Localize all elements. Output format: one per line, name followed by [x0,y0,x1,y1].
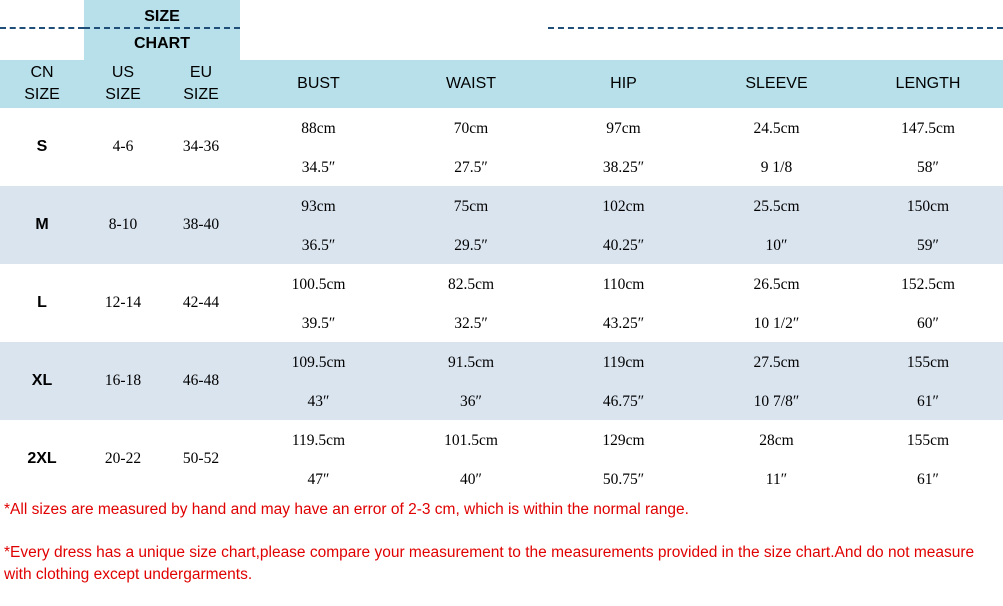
length-cell [853,264,1003,342]
hip-inch: 46.75″ [602,393,645,410]
header-us-size [84,60,162,108]
us-size-cell: 20-22 [104,450,142,467]
cn-size-cell: XL [31,372,53,389]
header-us-size-label: SIZE [105,86,141,103]
header-bust: BUST [297,75,340,92]
header-eu-label: EU [189,64,213,81]
cn-size-cell: S [36,138,48,155]
bust-cm: 119.5cm [291,432,346,449]
table-header-row [0,60,1003,108]
sleeve-cell [700,186,853,264]
length-inch: 61″ [917,393,939,410]
cn-size-cell: 2XL [27,450,57,467]
header-sleeve: SLEEVE [745,75,808,92]
us-size-cell: 4-6 [112,138,134,155]
hip-cm: 129cm [602,432,645,449]
us-size-cell: 16-18 [104,372,142,389]
table-row [0,186,1003,264]
header-cn-size-label: SIZE [24,86,60,103]
sleeve-cell [700,342,853,420]
header-cn-label: CN [30,64,54,81]
bust-cell [242,186,395,264]
length-cm: 152.5cm [901,276,955,293]
bust-inch: 36.5″ [301,237,336,254]
sleeve-cm: 26.5cm [753,276,800,293]
cn-size-cell: M [35,216,49,233]
table-row [0,264,1003,342]
sleeve-cm: 25.5cm [753,198,800,215]
cn-size-cell: L [37,294,47,311]
eu-size-cell: 38-40 [182,216,220,233]
title-divider-right [548,27,1003,29]
bust-cm: 88cm [301,120,336,137]
waist-cm: 70cm [453,120,489,137]
hip-inch: 38.25″ [602,159,645,176]
length-inch: 58″ [917,159,939,176]
compare-measurement-note: *Every dress has a unique size chart,please compare your measurement to the measurements provided in the size chart.And do not measure with clothing except undergarments. [4,544,975,583]
waist-inch: 40″ [460,471,482,488]
hip-cell [547,108,700,186]
sleeve-cm: 28cm [759,432,794,449]
bust-cm: 100.5cm [291,276,346,293]
header-eu-size-label: SIZE [183,86,219,103]
header-cn-size [0,60,84,108]
hip-inch: 40.25″ [602,237,645,254]
eu-size-cell: 50-52 [182,450,220,467]
header-length: LENGTH [895,75,961,92]
waist-inch: 29.5″ [454,237,488,254]
table-row [0,342,1003,420]
waist-cell [395,264,547,342]
waist-cell [395,420,547,498]
sleeve-inch: 10″ [765,237,788,254]
bust-cm: 93cm [301,198,336,215]
waist-cm: 91.5cm [447,354,495,371]
length-cell [853,342,1003,420]
length-cm: 147.5cm [901,120,955,137]
sleeve-inch: 10 7/8″ [753,393,800,410]
hip-inch: 43.25″ [602,315,645,332]
table-row [0,108,1003,186]
hip-cell [547,264,700,342]
length-cell [853,186,1003,264]
sleeve-cell [700,420,853,498]
sleeve-inch: 9 1/8 [760,159,793,176]
title-divider-middle [84,27,240,29]
header-eu-size [162,60,240,108]
eu-size-cell: 34-36 [182,138,220,155]
length-cell [853,420,1003,498]
bust-cm: 109.5cm [291,354,346,371]
waist-cell [395,108,547,186]
header-waist: WAIST [445,75,497,92]
length-cm: 150cm [906,198,950,215]
waist-cell [395,186,547,264]
hip-cell [547,186,700,264]
waist-inch: 27.5″ [454,159,488,176]
length-cm: 155cm [906,432,950,449]
sleeve-cell [700,264,853,342]
us-size-cell: 8-10 [108,216,138,233]
bust-inch: 47″ [307,471,330,488]
hip-cm: 119cm [602,354,645,371]
waist-inch: 36″ [460,393,482,410]
header-hip: HIP [610,75,637,92]
waist-cm: 75cm [453,198,489,215]
hip-inch: 50.75″ [602,471,645,488]
waist-inch: 32.5″ [454,315,488,332]
title-divider-left [0,27,84,29]
waist-cm: 101.5cm [444,432,498,449]
bust-inch: 34.5″ [301,159,336,176]
bust-cell [242,342,395,420]
length-cm: 155cm [906,354,950,371]
bust-cell [242,108,395,186]
length-inch: 60″ [917,315,939,332]
us-size-cell: 12-14 [104,294,142,311]
title-line-1: SIZE [144,8,180,25]
hip-cm: 97cm [606,120,641,137]
table-row [0,420,1003,498]
bust-cell [242,420,395,498]
bust-inch: 43″ [307,393,330,410]
hip-cell [547,342,700,420]
waist-cell [395,342,547,420]
sleeve-cm: 24.5cm [753,120,800,137]
title-line-2: CHART [134,35,190,52]
sleeve-inch: 11″ [765,471,788,488]
waist-cm: 82.5cm [447,276,495,293]
measurement-error-note: *All sizes are measured by hand and may have an error of 2-3 cm, which is within the normal range. [4,501,689,518]
eu-size-cell: 42-44 [182,294,220,311]
size-chart-title [84,0,240,60]
hip-cm: 102cm [602,198,645,215]
hip-cell [547,420,700,498]
header-us-label: US [111,64,135,81]
sleeve-inch: 10 1/2″ [753,315,800,332]
sleeve-cell [700,108,853,186]
bust-inch: 39.5″ [301,315,336,332]
length-inch: 59″ [917,237,939,254]
sleeve-cm: 27.5cm [753,354,800,371]
hip-cm: 110cm [602,276,645,293]
length-cell [853,108,1003,186]
eu-size-cell: 46-48 [182,372,220,389]
bust-cell [242,264,395,342]
length-inch: 61″ [917,471,939,488]
